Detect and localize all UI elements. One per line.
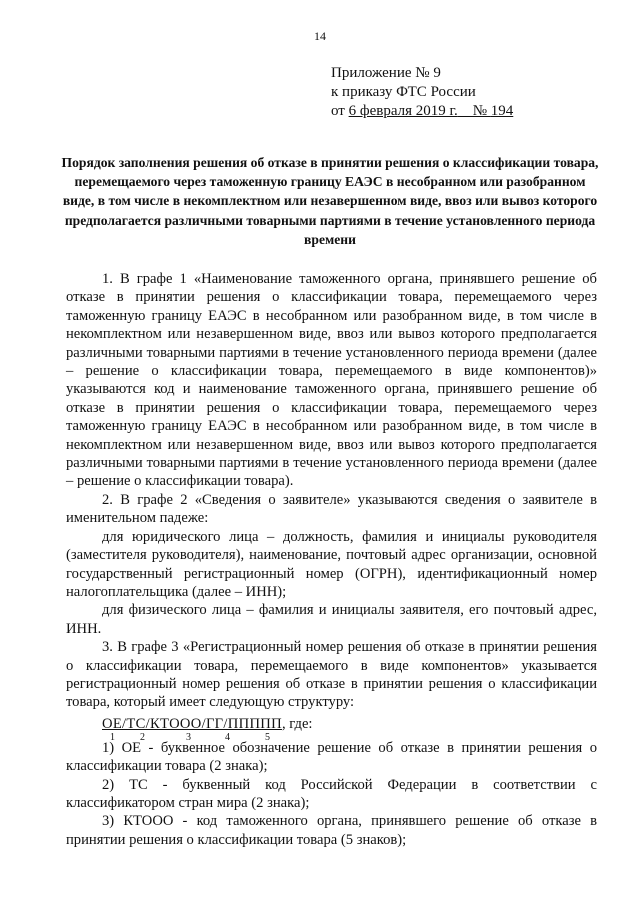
paragraph-1: 1. В графе 1 «Наименование таможенного органа, принявшего решение об отказе в принятии решения о классификации товара, перемещаемого через таможенную границу ЕАЭС в несобранном или разобранном виде, в том числе в некомплектном или незавершенном виде, ввоз или вывоз которого предполагается различными товарными партиями в течение установленного периода времени (далее – решение о классификации товара, перемещаемого в виде компонентов)» указываются код и наименование таможенного органа, принявшего решение об отказе в принятии решения о классификации товара, перемещаемого через таможенную границу ЕАЭС в несобранном или разобранном виде, в том числе в некомплектном или незавершенном виде, ввоз или вывоз которого предполагается различными товарными партиями в течение установленного периода времени (далее – решение о классификации товара). [66,271,597,490]
structure-mark-1: 1 [110,731,115,743]
structure-mark-2: 2 [140,731,145,743]
appendix-line-2: к приказу ФТС России [331,84,476,100]
appendix-number-prefix: № [457,103,491,119]
structure-mark-3: 3 [186,731,191,743]
structure-mark-5: 5 [265,731,270,743]
list-item-1: 1) ОЕ - буквенное обозначение решение об отказе в принятии решения о классификации товара (2 знака); [66,739,597,775]
paragraph-3: 3. В графе 3 «Регистрационный номер решения об отказе в принятии решения о классификации товара, перемещаемого в виде компонентов» указывается регистрационный номер решения об отказе в принятии решения о классификации товара, который имеет следующую структуру: [66,639,597,711]
appendix-number: 194 [490,103,514,119]
appendix-line-3 [331,102,513,121]
list-item-2: 2) ТС - буквенный код Российской Федерации в соответствии с классификатором стран мира (2 знака); [66,776,597,811]
appendix-line-1: Приложение № 9 [331,65,441,81]
document-body [66,270,597,849]
structure-suffix: , где: [281,715,313,732]
document-title: Порядок заполнения решения об отказе в принятии решения о классификации товара, перемещаемого через таможенную границу ЕАЭС в несобранном или разобранном виде, в том числе в некомплектном или незавершенном виде, ввоз или вывоз которого предполагается различными товарными партиями в течение установленного периода времени [61,155,599,247]
structure-mark-4: 4 [225,731,230,743]
paragraph-2-individual: для физического лица – фамилия и инициалы заявителя, его почтовый адрес, ИНН. [66,602,597,637]
appendix-date-prefix: от [331,103,349,119]
number-structure [102,715,597,743]
appendix-header [331,64,513,121]
list-item-3: 3) КТООО - код таможенного органа, принявшего решение об отказе в принятии решения о классификации товара (5 знаков); [66,813,597,848]
page-number: 14 [314,29,326,43]
structure-code: ОЕ/ТС/КТООО/ГГ/ППППП [102,715,282,732]
appendix-date: 6 февраля 2019 г. [348,103,458,119]
paragraph-2: 2. В графе 2 «Сведения о заявителе» указываются сведения о заявителе в именительном падеже: [66,491,597,527]
paragraph-2-legal-entity: для юридического лица – должность, фамилия и инициалы руководителя (заместителя руководителя), наименование, почтовый адрес организации, основной государственный регистрационный номер (ОГРН), идентификационный номер налогоплательщика (далее – ИНН); [66,528,597,600]
